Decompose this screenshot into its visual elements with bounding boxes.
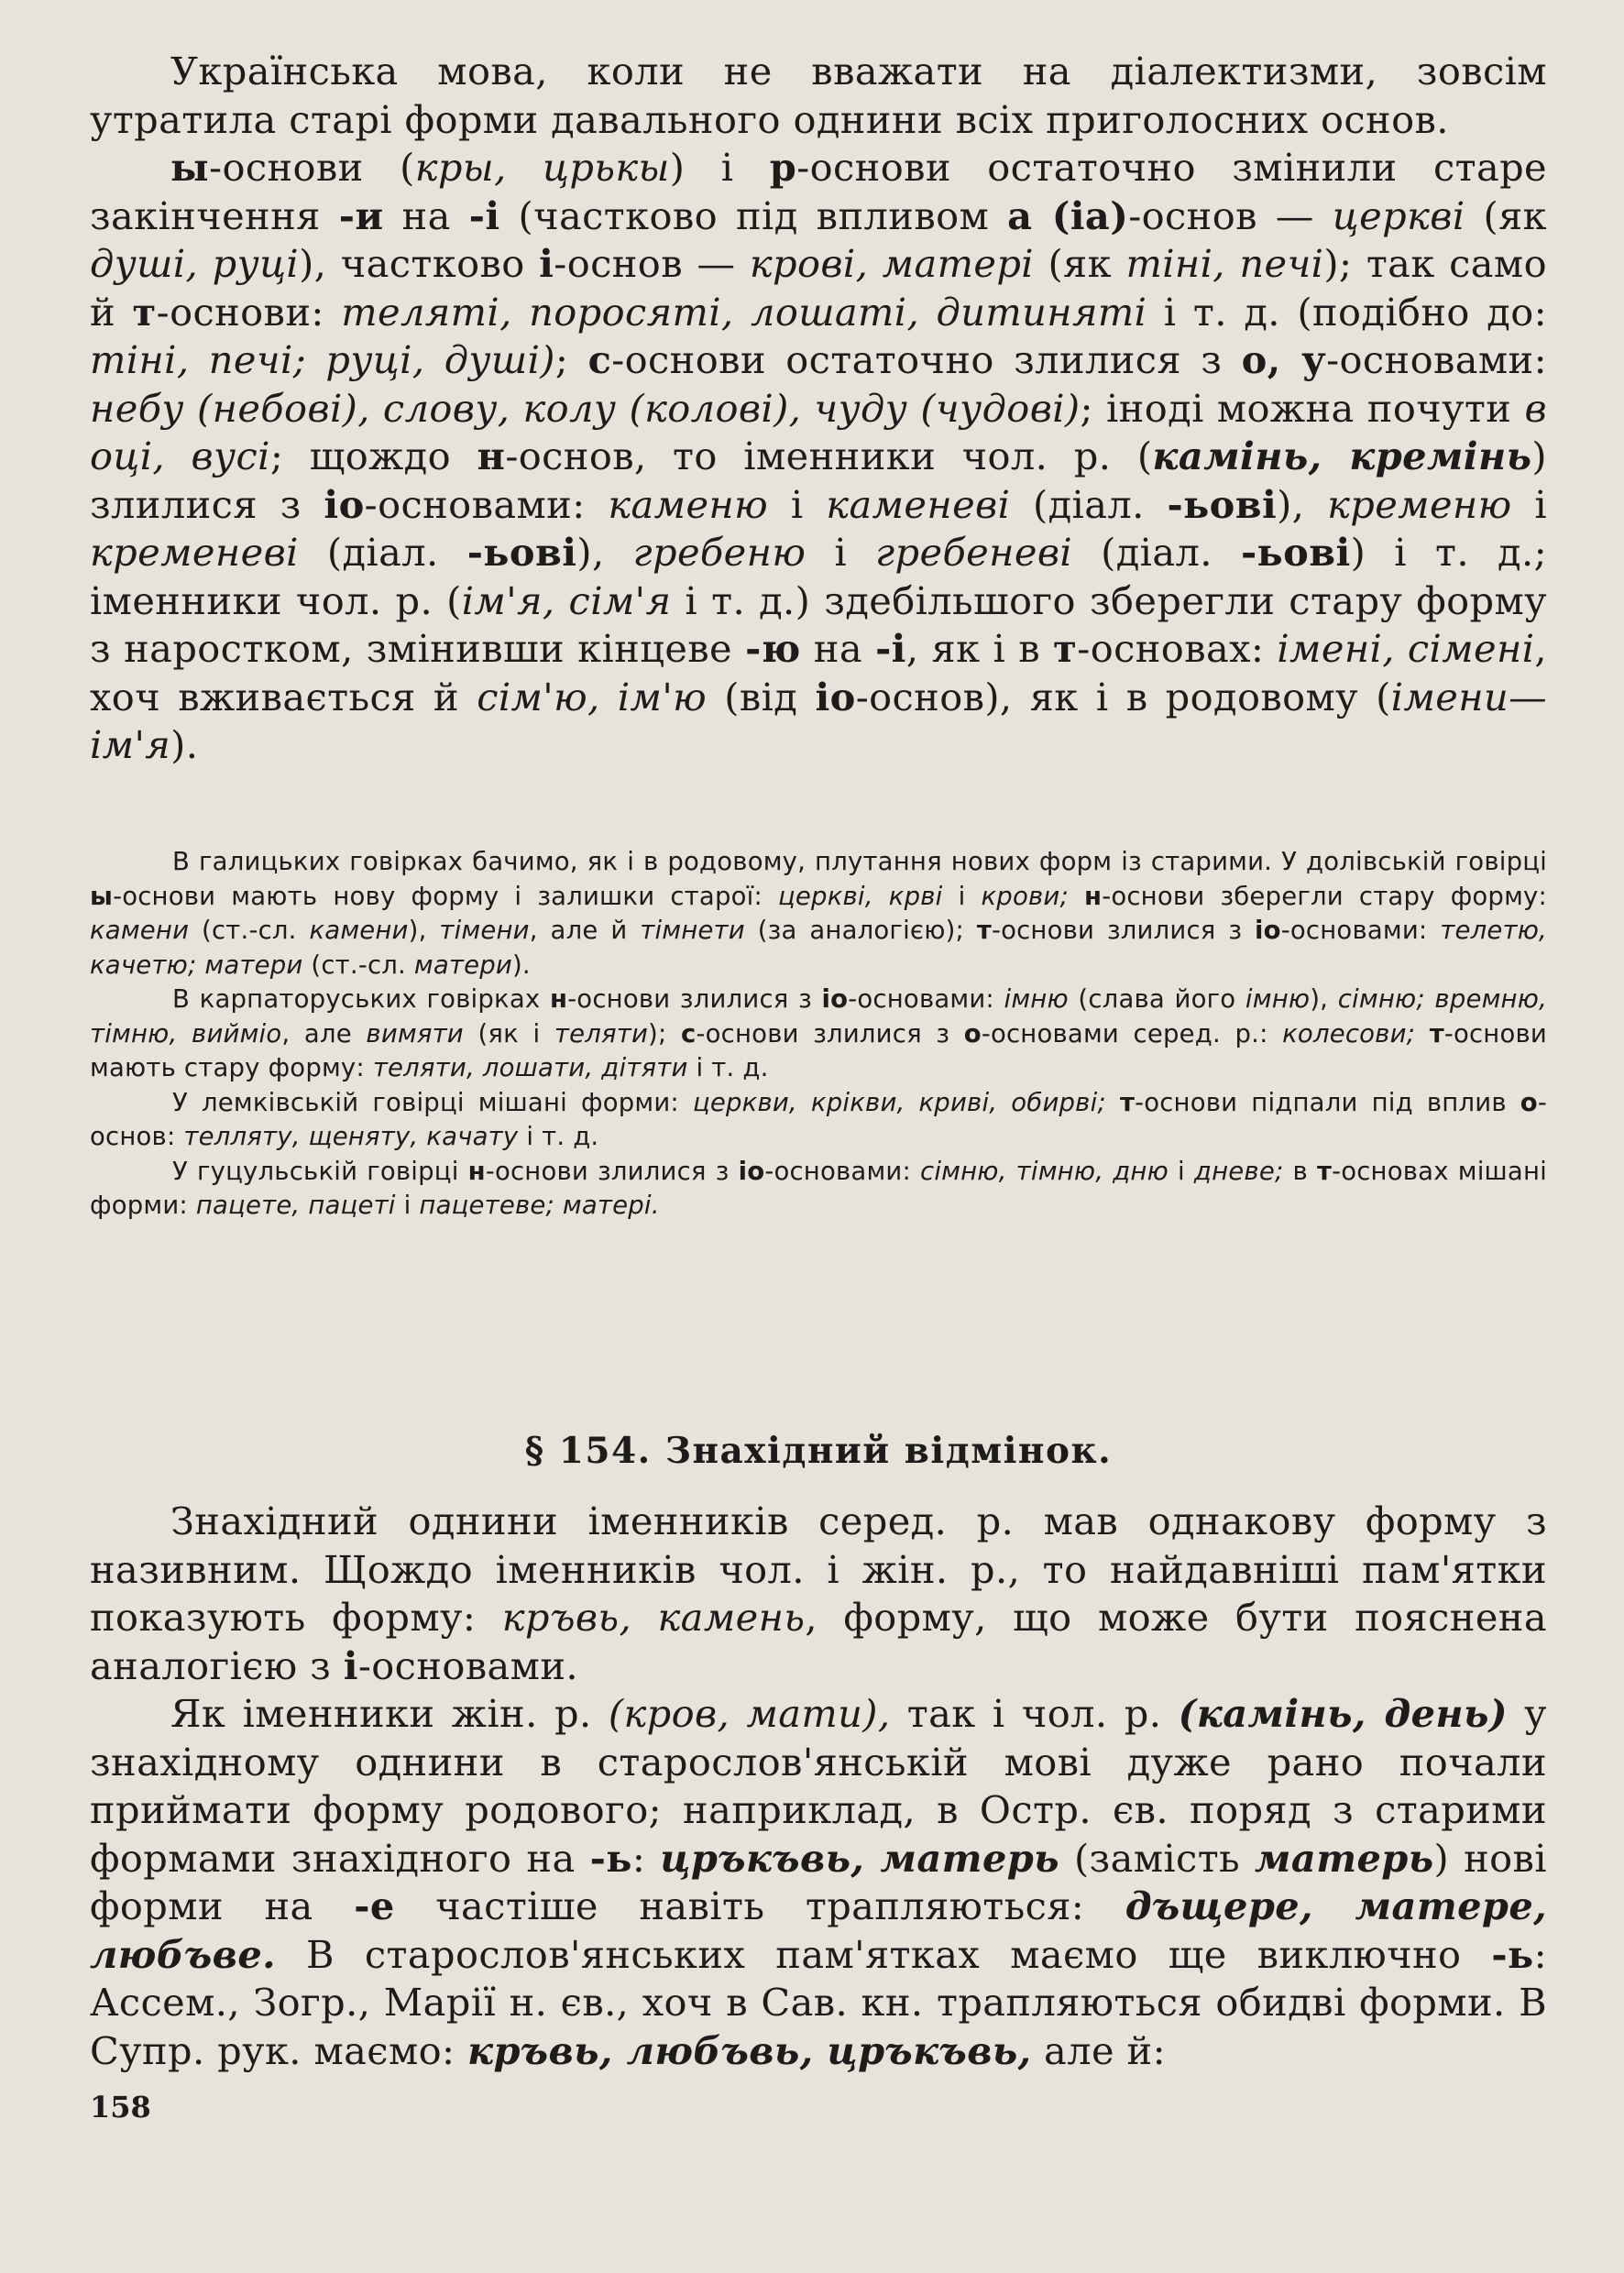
- small4-run: -основи злилися з: [485, 1156, 739, 1186]
- p2-run: -і: [468, 192, 500, 238]
- p2-run: ); так само й: [90, 241, 1547, 335]
- p2-run: тіні, печі: [1125, 241, 1324, 286]
- small2-run: -основи мають стару форму:: [90, 1018, 1547, 1082]
- p3-run: Знахідний однини іменників серед. р. мав однакову форму з називним. Щождо іменників чол. і жін. р., то найдавніші пам'ятки показують форму:: [90, 1499, 1547, 1640]
- p2-run: кременеві: [90, 530, 299, 575]
- p2-run: гребеню: [632, 530, 807, 575]
- small2-run: , але: [281, 1018, 367, 1049]
- small1-run: тімнети: [640, 916, 745, 945]
- p2-run: н: [477, 434, 506, 478]
- small3-run: телляту, щеняту, качату: [183, 1122, 519, 1151]
- p4-run: дъщере, матере, любъве.: [90, 1883, 1548, 1977]
- small4-run: У гуцульській говірці: [172, 1156, 468, 1186]
- p2-run: т: [1053, 626, 1078, 671]
- small2-run: колесови;: [1282, 1018, 1416, 1049]
- small3-run: [1106, 1088, 1120, 1117]
- p2-run: ; іноді можна почути: [1080, 385, 1525, 431]
- small2-run: [1415, 1019, 1430, 1049]
- small1-run: (за аналогією);: [744, 916, 977, 945]
- small1-run: церкві, крві: [778, 881, 943, 911]
- dialect-notes: [90, 845, 1547, 1224]
- small3-run: -основи підпали під вплив: [1135, 1087, 1520, 1117]
- small2-run: с: [681, 1018, 697, 1049]
- p2-run: ),: [1277, 481, 1328, 527]
- small2-run: теляти: [554, 1018, 649, 1049]
- p2-run: (діал.: [1072, 530, 1241, 575]
- small2-run: В карпаторуських говірках: [172, 984, 550, 1014]
- p4-run: частіше навіть трапляються:: [394, 1883, 1125, 1928]
- p2-run: і: [1511, 481, 1548, 527]
- p2-run: -и: [338, 192, 384, 238]
- p4-run: цръкъвь, матерь: [660, 1835, 1059, 1881]
- small1-run: (ст.-сл.: [302, 950, 414, 980]
- small1-run: [1069, 882, 1084, 911]
- small2-run: -основи злилися з: [696, 1018, 964, 1049]
- small4-run: -основах мішані форми:: [90, 1156, 1547, 1220]
- small2-run: -основи злилися з: [567, 984, 822, 1014]
- small1-run: ),: [408, 916, 440, 945]
- small4-run: -основами:: [764, 1156, 921, 1186]
- small4-run: і: [395, 1191, 420, 1220]
- small3-run: і т. д.: [518, 1122, 599, 1151]
- p2-run: небу (небові), слову, колу (колові), чуду (чудові): [90, 385, 1081, 431]
- p2-run: на: [383, 192, 469, 238]
- small4-run: пацетеве; матері.: [419, 1191, 660, 1220]
- p2-run: імені, сімені: [1277, 626, 1535, 671]
- small1-run: камени: [90, 916, 190, 945]
- small4-run: н: [467, 1156, 486, 1186]
- small2-run: (як і: [463, 1018, 554, 1049]
- p2-run: (діал.: [1010, 481, 1168, 527]
- p2-run: -основ —: [554, 241, 750, 286]
- small2-run: ),: [1310, 984, 1338, 1014]
- p2-run: -основи остаточно змінили старе закінчення: [90, 145, 1548, 238]
- p2-run: ;: [554, 337, 588, 382]
- small2-run: -основами:: [848, 984, 1004, 1014]
- page-number: 158: [90, 2090, 151, 2125]
- p2-run: сім'ю, ім'ю: [477, 674, 708, 719]
- p2-run: душі, руці: [90, 241, 300, 286]
- small2-run: імню: [1245, 984, 1311, 1014]
- p2-run: а (іа): [1007, 192, 1129, 238]
- small1-run: -основи зберегли стару форму:: [1102, 881, 1547, 911]
- p2-run: теляті, поросяті, лошаті, дитиняті: [341, 289, 1147, 335]
- p4-run: (кров, мати),: [608, 1691, 891, 1736]
- p4-run: але й:: [1031, 2027, 1166, 2073]
- small3-run: У лемківській говірці мішані форми:: [172, 1087, 693, 1117]
- small1-run: тімени: [439, 916, 530, 945]
- small1-run: В галицьких говірках бачимо, як і в родовому, плутання нових форм із старими. У долівській говірці: [172, 847, 1547, 876]
- p2-run: -основах:: [1077, 626, 1278, 671]
- p2-run: іо: [815, 674, 856, 719]
- small2-run: о: [963, 1018, 982, 1049]
- small4-run: в: [1283, 1156, 1317, 1186]
- p2-run: ).: [170, 722, 199, 767]
- p4-run: матерь: [1255, 1835, 1434, 1881]
- small2-run: і т. д.: [687, 1053, 769, 1082]
- p2-run: і: [768, 481, 827, 527]
- p2-run: р: [769, 145, 797, 190]
- note-hutsul: [90, 1155, 1547, 1224]
- p4-run: (замість: [1059, 1835, 1256, 1881]
- p3-run: кръвь, камень: [501, 1595, 806, 1640]
- p2-run: -основи остаточно злилися з: [611, 337, 1242, 382]
- p2-run: кры, црькы: [414, 145, 670, 190]
- small1-run: ы: [90, 881, 114, 911]
- small4-run: сімню, тімню, дню: [920, 1156, 1169, 1186]
- p2-run: (як: [1033, 241, 1126, 286]
- small1-run: , але й: [529, 916, 641, 945]
- p2-run: -ьові: [466, 530, 577, 575]
- p2-run: -ьові: [1240, 530, 1351, 575]
- small4-run: дневе;: [1193, 1156, 1284, 1186]
- p2-run: кременю: [1327, 481, 1512, 527]
- p2-run: -основ —: [1128, 192, 1333, 238]
- paragraph-old-slavonic: [90, 1690, 1547, 2075]
- p2-run: і: [539, 241, 554, 286]
- p2-run: ), частково: [299, 241, 540, 286]
- paragraph-accusative: [90, 1498, 1547, 1690]
- small1-run: -основи злилися з: [991, 916, 1256, 945]
- p2-run: в оці, вусі: [90, 385, 1547, 478]
- p3-run: -основами.: [357, 1642, 579, 1688]
- p2-run: (як: [1465, 192, 1548, 238]
- p2-run: (діал.: [298, 530, 467, 575]
- p4-run: ) нові форми на: [90, 1835, 1547, 1928]
- p2-run: і: [806, 530, 876, 575]
- p2-run: ы: [170, 145, 210, 190]
- p2-run: камінь, кремінь: [1152, 434, 1532, 478]
- p3-run: , форму, що може бути пояснена аналогією з: [90, 1595, 1547, 1688]
- p2-run: -основ, то іменники чол. р. (: [505, 434, 1153, 478]
- p4-run: (камінь, день): [1178, 1691, 1508, 1736]
- p2-run: ім'я, сім'я: [461, 577, 672, 623]
- note-lemko: [90, 1086, 1547, 1155]
- p2-run: -основами:: [364, 481, 609, 527]
- small3-run: церкви, крікви, криві, обирві;: [692, 1087, 1106, 1117]
- paragraph-intro: Українська мова, коли не вважати на діалектизми, зовсім утратила старі форми давального однини всіх приголосних основ.: [90, 49, 1547, 142]
- note-carpathian: [90, 983, 1547, 1086]
- p2-run: -і: [875, 626, 906, 671]
- p4-run: у знахідному однини в старослов'янській мові дуже рано почали приймати форму родового; наприклад, в Остр. єв. поряд з старими формами знахідного на: [90, 1691, 1548, 1881]
- small3-run: т: [1119, 1087, 1136, 1117]
- p2-run: ; щождо: [269, 434, 477, 478]
- p2-run: (частково під впливом: [499, 192, 1008, 238]
- small2-run: т: [1429, 1018, 1444, 1049]
- p4-run: кръвь, любъвь, цръкъвь,: [467, 2027, 1032, 2073]
- p4-run: -е: [354, 1883, 395, 1928]
- small1-run: -основи мають нову форму і залишки старої:: [113, 881, 779, 911]
- small1-run: іо: [1255, 916, 1281, 945]
- small4-run: і: [1168, 1156, 1194, 1186]
- small2-run: теляти, лошати, дітяти: [372, 1053, 688, 1082]
- p2-run: (від: [707, 674, 816, 719]
- p4-run: так і чол. р.: [890, 1691, 1179, 1736]
- small2-run: сімню; времню, тімню, вийміо: [90, 984, 1548, 1049]
- p2-run: с: [587, 337, 612, 382]
- small4-run: т: [1316, 1156, 1333, 1186]
- section-heading: § 154. Знахідний відмінок.: [524, 1430, 1113, 1472]
- p2-run: на: [800, 626, 876, 671]
- p2-run: т: [132, 289, 157, 335]
- small3-run: о: [1520, 1087, 1538, 1117]
- p2-run: іо: [324, 481, 365, 527]
- small2-run: імню: [1004, 984, 1069, 1014]
- p4-run: Як іменники жін. р.: [170, 1691, 609, 1736]
- small4-run: іо: [738, 1156, 765, 1186]
- p4-run: -ь: [1491, 1931, 1534, 1977]
- p2-run: -основи:: [156, 289, 342, 335]
- p2-run: -основ), як і в родовому (: [855, 674, 1391, 719]
- small1-run: крови;: [981, 881, 1069, 911]
- p2-run: -ьові: [1167, 481, 1278, 527]
- small1-run: і: [942, 881, 982, 911]
- p4-run: В старослов'янських пам'ятках маємо ще виключно: [276, 1931, 1492, 1977]
- small1-run: матери: [413, 950, 512, 980]
- small2-run: );: [648, 1018, 681, 1049]
- small3-run: -основ:: [90, 1087, 1548, 1151]
- small1-run: телетю, качетю; матери: [90, 916, 1547, 980]
- body-text-bottom: [90, 1498, 1547, 2075]
- p2-run: , як і в: [905, 626, 1054, 671]
- p2-run: каменеві: [826, 481, 1011, 527]
- p4-run: -ь: [589, 1835, 632, 1881]
- p2-run: каменю: [608, 481, 769, 527]
- small2-run: іо: [821, 984, 849, 1014]
- p2-run: гребеневі: [875, 530, 1073, 575]
- p4-run: :: [631, 1835, 661, 1881]
- small2-run: (слава його: [1068, 984, 1245, 1014]
- p2-run: церкві: [1332, 192, 1465, 238]
- paragraph-stems: [90, 144, 1547, 770]
- small4-run: пацете, пацеті: [195, 1191, 396, 1220]
- p2-run: і т. д.) здебільшого зберегли стару форму з наростком, змінивши кінцеве: [90, 577, 1547, 671]
- small1-run: т: [976, 916, 992, 945]
- p2-run: ) злилися з: [90, 434, 1547, 527]
- p2-run: імени—ім'я: [90, 674, 1547, 767]
- p4-run: : Ассем., Зогр., Марії н. єв., хоч в Сав. кн. трапляються обидві форми. В Супр. рук. маємо:: [90, 1931, 1547, 2073]
- small1-run: ).: [512, 950, 531, 980]
- p2-run: -основи (: [209, 145, 415, 190]
- p3-run: і: [343, 1642, 358, 1688]
- small2-run: вимяти: [366, 1018, 464, 1049]
- small1-run: н: [1084, 881, 1103, 911]
- p2-run: -ю: [745, 626, 801, 671]
- p2-run: і т. д. (подібно до:: [1147, 289, 1547, 335]
- p2-run: ),: [576, 530, 633, 575]
- p2-run: , хоч вживається й: [90, 626, 1547, 719]
- small1-run: камени: [309, 916, 409, 945]
- p2-run: ) і т. д.; іменники чол. р. (: [90, 530, 1547, 623]
- p2-run: тіні, печі; руці, душі): [90, 337, 555, 382]
- small2-run: -основами серед. р.:: [981, 1018, 1283, 1049]
- p2-run: о, у: [1241, 337, 1327, 382]
- small1-run: -основами:: [1280, 916, 1441, 945]
- small1-run: (ст.-сл.: [189, 916, 310, 945]
- p2-run: -основами:: [1326, 337, 1548, 382]
- small2-run: н: [549, 984, 568, 1014]
- body-text-top: [90, 48, 1547, 770]
- p2-run: ) і: [669, 145, 770, 190]
- p2-run: крові, матері: [749, 241, 1034, 286]
- note-galician: [90, 845, 1547, 983]
